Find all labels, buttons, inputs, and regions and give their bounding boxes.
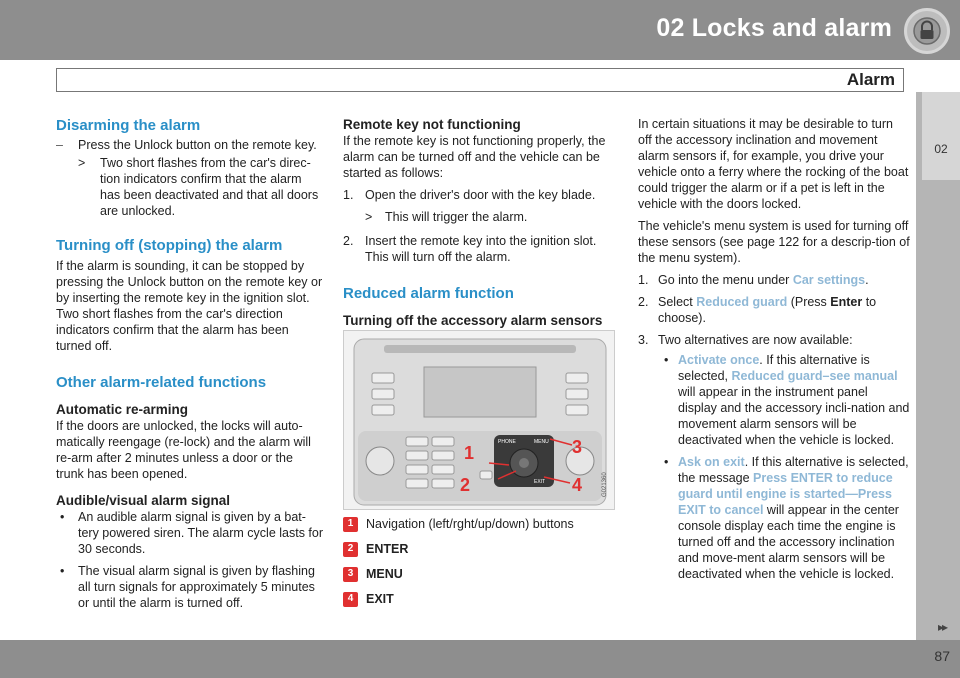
chapter-tab [922,92,960,180]
disarm-step [56,137,324,153]
alt2-text-b: will appear in the center console display each time the engine is turned off and the accessory inclination and move-ment alarm sensors will be deactivated when the vehicle is locked. [678,503,899,581]
bullet-marker: • [664,353,669,367]
sensor-step-3 [638,332,910,348]
remote-step-2 [343,233,615,265]
step-number: 1. [638,273,649,287]
dash-marker: – [56,138,63,152]
heading-remote-key: Remote key not functioning [343,117,521,132]
heading-turning-off: Turning off (stopping) the alarm [56,237,283,254]
legend-number: 2 [343,542,358,557]
panel-phone-label: PHONE [498,439,516,445]
sensor-step-2 [638,294,910,326]
sensor-step-2-text: Select [658,295,697,309]
figure-label-1: 1 [464,443,475,463]
legend-number: 1 [343,517,358,532]
sensor-step-1-end: . [865,273,869,287]
sensor-step-3-text: Two alternatives are now available: [658,333,853,347]
bullet-marker: • [60,510,65,524]
result-marker: > [365,210,373,224]
legend-item [343,540,408,558]
figure-label-3: 3 [572,437,583,457]
legend-item [343,590,394,608]
sensor-step-2-mid: (Press [787,295,831,309]
rearm-text: If the doors are unlocked, the locks will auto-matically reengage (re-lock) and the alarm will re-arm after 2 minutes unless a door or the trunk has been opened. [56,419,311,481]
figure-label-2: 2 [460,475,471,495]
disarm-result [56,155,324,219]
footer-band [0,640,960,678]
legend-label: MENU [366,567,403,581]
next-page-arrows: ▸▸ [937,620,946,634]
disarm-result-text: Two short flashes from the car's direc-tion indicators confirm that the alarm has been deactivated and that all doors are unlocked. [100,156,319,218]
sensors-intro: In certain situations it may be desirable to turn off the accessory inclination and movement alarm sensors if, for example, you drive your vehicle onto a ferry where the rocking of the boat could trigger the alarm or if a pet is left in the vehicle with the doors locked. [638,117,909,211]
sensor-step-1 [638,272,910,288]
menu-car-settings: Car settings [792,273,866,287]
remote-step-1-result [343,209,615,225]
signal-item [56,509,324,557]
signal-item-text: The visual alarm signal is given by flashing all turn signals for approximately 5 minutes or until the alarm is turned off. [78,564,315,610]
panel-exit-label: EXIT [534,479,546,485]
legend-item [343,565,403,583]
menu-reduced-guard: Reduced guard [696,295,788,309]
disarm-step-text: Press the Unlock button on the remote key. [78,138,317,152]
option-ask-on-exit: Ask on exit [678,455,745,469]
step-number: 2. [638,295,649,309]
legend-item [343,515,574,533]
turnoff-text: If the alarm is sounding, it can be stopped by pressing the Unlock button on the remote key or by inserting the remote key in the ignition slot. Two short flashes from the car's direction indicators confirm that the alarm has been turned off. [56,259,323,353]
step-number: 2. [343,234,354,248]
result-marker: > [78,156,86,170]
alternative-activate-once [638,352,910,448]
step-number: 1. [343,188,354,202]
remote-text: If the remote key is not functioning properly, the alarm can be turned off and the vehicle can be started as follows: [343,134,606,180]
sensor-step-1-text: Go into the menu under [658,273,793,287]
figure-code: G021360 [602,472,608,497]
figure-label-4: 4 [572,475,583,495]
alt1-text-b: will appear in the instrument panel display and the accessory incli-nation and movement alarm sensors will be deactivated when the vehicle is locked. [678,385,910,447]
remote-step-1-text: Open the driver's door with the key blade. [365,188,596,202]
page-number: 87 [934,648,950,664]
bullet-marker: • [664,455,669,469]
message-reduced-guard: Reduced guard–see manual [731,369,898,383]
alt2-text-a: . If this alternative is selected, the message [678,455,909,485]
column-1 [56,116,324,611]
lock-icon [904,8,950,54]
bullet-marker: • [60,564,65,578]
heading-other-functions: Other alarm-related functions [56,374,267,391]
signal-item-text: An audible alarm signal is given by a bat-tery powered siren. The alarm cycle lasts for 30 seconds. [78,510,324,556]
legend-number: 3 [343,567,358,582]
column-2 [343,116,615,329]
message-press-enter: Press ENTER to reduce guard until engine is started—Press EXIT to cancel [678,471,893,517]
chapter-title: 02 Locks and alarm [656,14,892,42]
step-number: 3. [638,333,649,347]
legend-label: Navigation (left/rght/up/down) buttons [366,517,574,531]
radio-panel-figure [343,330,615,510]
heading-rearming: Automatic re-arming [56,402,189,417]
remote-step-1-result-text: This will trigger the alarm. [385,210,528,224]
heading-reduced-alarm: Reduced alarm function [343,285,514,302]
remote-step-1 [343,187,615,203]
panel-menu-label: MENU [534,439,549,445]
option-activate-once: Activate once [678,353,760,367]
heading-turning-off-sensors: Turning off the accessory alarm sensors [343,313,603,328]
sensor-step-2-end: to choose). [658,295,877,325]
heading-disarming: Disarming the alarm [56,117,201,134]
enter-key-label: Enter [830,295,863,309]
legend-label: ENTER [366,542,409,556]
chapter-tab-label: 02 [934,142,948,156]
alternative-ask-on-exit [638,454,910,582]
alt1-text-a: . If this alternative is selected, [678,353,870,383]
legend-number: 4 [343,592,358,607]
section-title: Alarm [846,70,895,89]
column-3 [638,116,910,582]
menu-system-text: The vehicle's menu system is used for turning off these sensors (see page 122 for a descrip-tion of the menu system). [638,219,910,265]
signal-item [56,563,324,611]
heading-alarm-signal: Audible/visual alarm signal [56,493,231,508]
section-bar [56,68,904,92]
legend-label: EXIT [366,592,394,606]
remote-step-2-text: Insert the remote key into the ignition slot. This will turn off the alarm. [365,234,597,264]
